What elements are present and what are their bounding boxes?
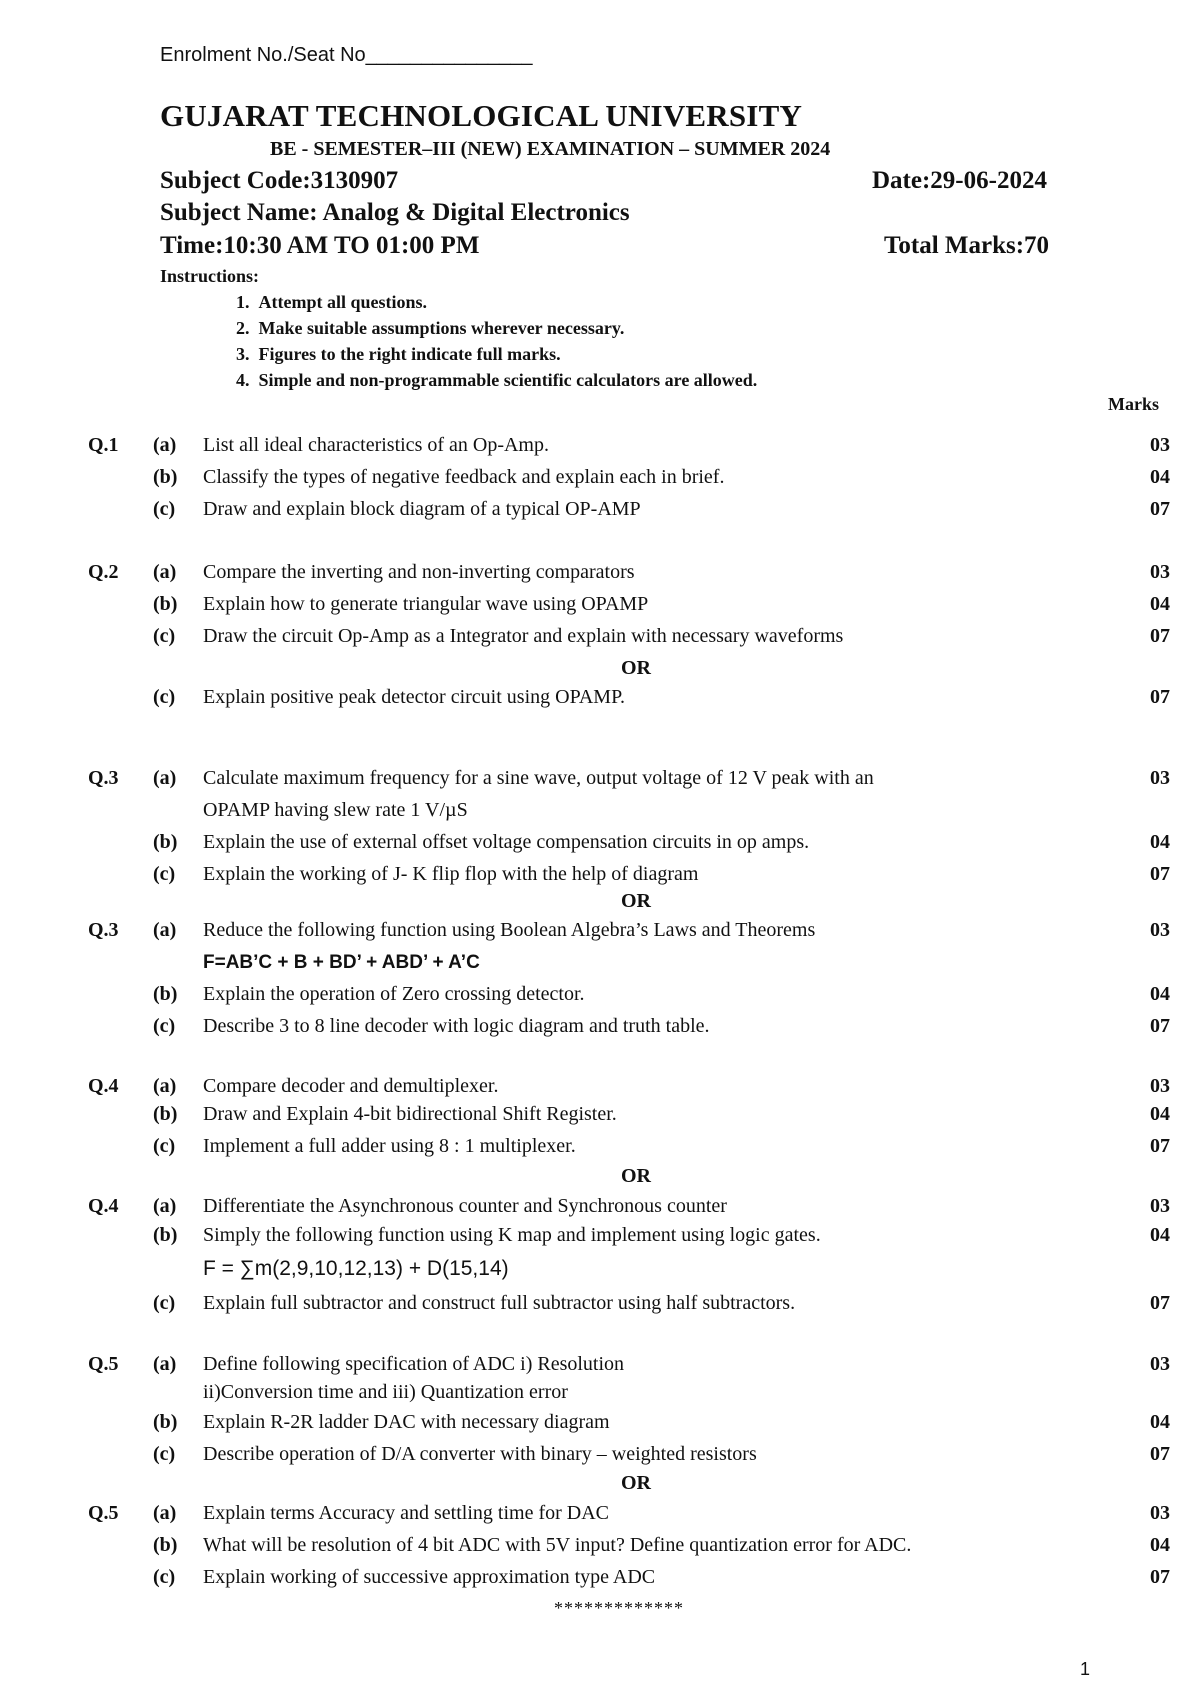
question-number: Q.4 [88,1075,119,1097]
question-part: (c) [153,863,176,885]
question-marks: 07 [1150,498,1170,520]
question-number: Q.5 [88,1502,119,1524]
question-text: Draw and Explain 4-bit bidirectional Shift Register. [203,1103,617,1125]
exam-time: Time:10:30 AM TO 01:00 PM [160,232,480,259]
question-text: Reduce the following function using Boolean Algebra’s Laws and Theorems [203,919,816,941]
question-part: (c) [153,1443,176,1465]
question-marks: 07 [1150,686,1170,708]
question-text: Simply the following function using K map and implement using logic gates. [203,1224,821,1246]
question-text-continued: OPAMP having slew rate 1 V/µS [203,799,468,821]
question-marks: 04 [1150,983,1170,1005]
question-marks: 04 [1150,831,1170,853]
question-text: Define following specification of ADC i) Resolution [203,1353,625,1375]
question-text: Implement a full adder using 8 : 1 multiplexer. [203,1135,576,1157]
question-marks: 04 [1150,466,1170,488]
question-marks: 03 [1150,434,1170,456]
question-marks: 04 [1150,1103,1170,1125]
question-marks: 04 [1150,593,1170,615]
question-text: Compare the inverting and non-inverting comparators [203,561,635,583]
question-part: (b) [153,593,178,615]
question-part: (c) [153,625,176,647]
subject-code: Subject Code:3130907 [160,167,399,194]
enrolment-field: Enrolment No./Seat No_______________ [160,44,533,66]
total-marks: Total Marks:70 [884,232,1050,259]
instructions-title: Instructions: [160,266,260,286]
question-text: What will be resolution of 4 bit ADC with 5V input? Define quantization error for ADC. [203,1534,912,1556]
question-part: (c) [153,498,176,520]
question-marks: 07 [1150,1135,1170,1157]
question-marks: 07 [1150,625,1170,647]
question-part: (c) [153,1015,176,1037]
question-part: (a) [153,1195,177,1217]
question-text: Differentiate the Asynchronous counter and Synchronous counter [203,1195,727,1217]
question-marks: 03 [1150,1075,1170,1097]
or-divider: OR [621,1472,651,1494]
question-part: (b) [153,1224,178,1246]
question-part: (b) [153,1534,178,1556]
question-part: (a) [153,767,177,789]
instruction-item: 2. Make suitable assumptions wherever necessary. [236,318,625,338]
question-part: (a) [153,1353,177,1375]
question-text: Explain full subtractor and construct full subtractor using half subtractors. [203,1292,796,1314]
question-marks: 03 [1150,1353,1170,1375]
question-marks: 07 [1150,1015,1170,1037]
question-number: Q.5 [88,1353,119,1375]
question-marks: 03 [1150,1195,1170,1217]
exam-title: BE - SEMESTER–III (NEW) EXAMINATION – SUMMER 2024 [270,138,831,160]
question-marks: 04 [1150,1534,1170,1556]
question-part: (a) [153,919,177,941]
question-marks: 04 [1150,1224,1170,1246]
question-text: Explain working of successive approximation type ADC [203,1566,656,1588]
question-text: Explain terms Accuracy and settling time for DAC [203,1502,610,1524]
question-marks: 03 [1150,561,1170,583]
question-marks: 03 [1150,919,1170,941]
instruction-item: 4. Simple and non-programmable scientific calculators are allowed. [236,370,758,390]
question-text: Describe operation of D/A converter with binary – weighted resistors [203,1443,757,1465]
question-marks: 07 [1150,1443,1170,1465]
question-text: Explain the working of J- K flip flop with the help of diagram [203,863,699,885]
marks-column-header: Marks [1108,394,1159,414]
question-part: (a) [153,561,177,583]
page-number: 1 [1080,1659,1091,1679]
university-title: GUJARAT TECHNOLOGICAL UNIVERSITY [160,98,803,133]
boolean-expression: F=AB’C + B + BD’ + ABD’ + A’C [203,952,480,973]
or-divider: OR [621,657,651,679]
question-part: (a) [153,434,177,456]
question-marks: 07 [1150,1566,1170,1588]
question-text: Explain the operation of Zero crossing detector. [203,983,585,1005]
question-text-continued: ii)Conversion time and iii) Quantization error [203,1381,568,1403]
question-marks: 03 [1150,1502,1170,1524]
question-part: (c) [153,1292,176,1314]
question-text: Explain the use of external offset voltage compensation circuits in op amps. [203,831,810,853]
question-marks: 07 [1150,1292,1170,1314]
question-marks: 04 [1150,1411,1170,1433]
question-part: (c) [153,686,176,708]
question-part: (a) [153,1502,177,1524]
exam-date: Date:29-06-2024 [872,167,1047,194]
question-text: List all ideal characteristics of an Op-Amp. [203,434,549,456]
question-part: (c) [153,1135,176,1157]
question-part: (b) [153,1411,178,1433]
question-text: Compare decoder and demultiplexer. [203,1075,499,1097]
subject-name: Subject Name: Analog & Digital Electronics [160,199,630,226]
instruction-item: 3. Figures to the right indicate full marks. [236,344,561,364]
question-text: Explain how to generate triangular wave using OPAMP [203,593,649,615]
question-text: Draw and explain block diagram of a typical OP-AMP [203,498,641,520]
question-text: Explain positive peak detector circuit using OPAMP. [203,686,625,708]
question-part: (b) [153,983,178,1005]
instruction-item: 1. Attempt all questions. [236,292,428,312]
question-number: Q.3 [88,919,119,941]
question-number: Q.3 [88,767,119,789]
question-number: Q.4 [88,1195,119,1217]
question-part: (b) [153,466,178,488]
question-part: (c) [153,1566,176,1588]
question-part: (b) [153,1103,178,1125]
question-text: Calculate maximum frequency for a sine wave, output voltage of 12 V peak with an [203,767,874,789]
or-divider: OR [621,1165,651,1187]
question-number: Q.2 [88,561,119,583]
question-text: Explain R-2R ladder DAC with necessary diagram [203,1411,610,1433]
end-of-paper-marker: ************* [554,1598,684,1618]
question-marks: 03 [1150,767,1170,789]
question-part: (b) [153,831,178,853]
minterm-expression: F = ∑m(2,9,10,12,13) + D(15,14) [203,1257,509,1280]
question-text: Describe 3 to 8 line decoder with logic diagram and truth table. [203,1015,710,1037]
question-text: Draw the circuit Op-Amp as a Integrator and explain with necessary waveforms [203,625,844,647]
question-part: (a) [153,1075,177,1097]
or-divider: OR [621,890,651,912]
question-number: Q.1 [88,434,119,456]
question-text: Classify the types of negative feedback and explain each in brief. [203,466,725,488]
question-marks: 07 [1150,863,1170,885]
